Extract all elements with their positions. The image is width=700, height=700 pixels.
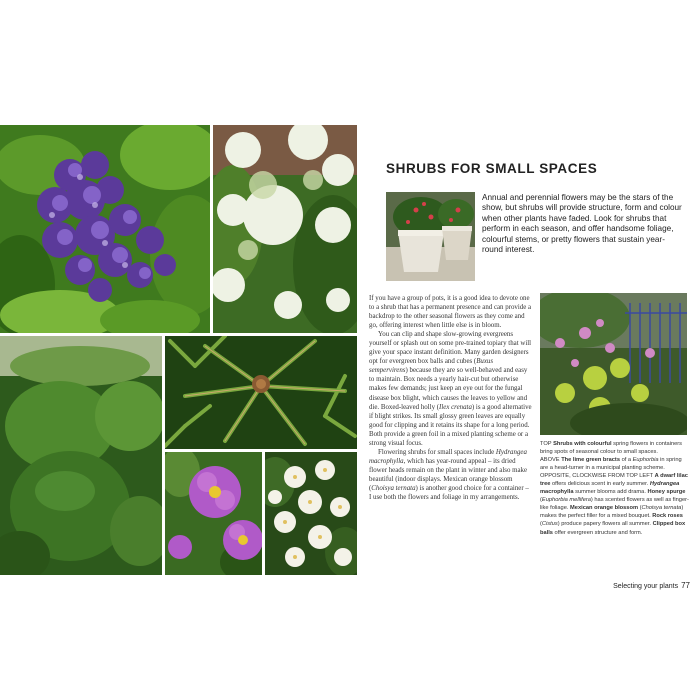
footer-section-label: Selecting your plants: [613, 583, 679, 590]
hydrangea-photo: [213, 125, 357, 333]
intro-text: Annual and perennial flowers may be the stars of the show, but shrubs will provide structure, form and colour when other plants have faded. Look for shrubs that perform in each season, and offer handsome foliage, colourful stems, or pretty flowers that sustain year-round interest.: [482, 193, 682, 255]
rock-rose-photo: [165, 452, 262, 575]
photo-caption: TOP Shrubs with colourful spring flowers in containers bring spots of seasonal colour to small spaces. ABOVE The lime green bracts of a Euphorbia in spring are a head-turner in a municipal planting scheme. OPPOSITE, CLOCKWISE FROM TOP LEFT A dwarf lilac tree offers delicious scent in early summer. Hydrangea macrophylla summer blooms add drama. Honey spurge (Euphorbia mellifera) has scented flowers as well as finger-like foliage. Mexican orange blossom (Choisya ternata) makes the perfect filler for a mixed bouquet. Rock roses (Cistus) produce papery flowers all summer. Clipped box balls offer evergreen structure and form.: [540, 441, 689, 536]
body-paragraph: If you have a group of pots, it is a good idea to devote one to a shrub that has a permanent presence and can provide a backdrop to the other seasonal flowers as they come and go, offering interest when little else is in bloom.: [369, 295, 532, 330]
box-topiary-photo: [0, 336, 162, 575]
body-text: [369, 294, 532, 502]
section-title: SHRUBS FOR SMALL SPACES: [386, 161, 598, 176]
euphorbia-bed-photo: [540, 293, 687, 435]
lilac-photo: [0, 125, 210, 333]
page-number: 77: [681, 581, 690, 590]
body-paragraph: You can clip and shape slow-growing evergreens yourself or splash out on some pre-trained topiary that will give your space instant definition. Many garden designers opt for evergreen box balls and cubes (Buxus sempervirens) because they are so well-behaved and easy to maintain. Box needs a yearly hair-cut but otherwise makes few demands; just keep an eye out for the fungal disease box blight, which causes the leaves to yellow and die. Boxed-leaved holly (Ilex crenata) is a good alternative if blight strikes. Its small glossy green leaves are equally good for clipping and it retains its shape for a long period. Both provide a green foil in a mixed planting scheme or a strong visual focus.: [369, 331, 532, 447]
shrub-pots-photo: [386, 192, 475, 281]
honey-spurge-photo: [165, 336, 357, 449]
body-paragraph: Flowering shrubs for small spaces include Hydrangea macrophylla, which has year-round appeal – its dried flower heads remain on the plant in winter and also make beautiful (indoor displays. Mexican orange blossom (Choisya ternata) is another good choice for a container – I use both the flowers and foliage in my arrangements.: [369, 448, 529, 502]
orange-blossom-photo: [265, 452, 357, 575]
page-footer: [613, 581, 690, 590]
